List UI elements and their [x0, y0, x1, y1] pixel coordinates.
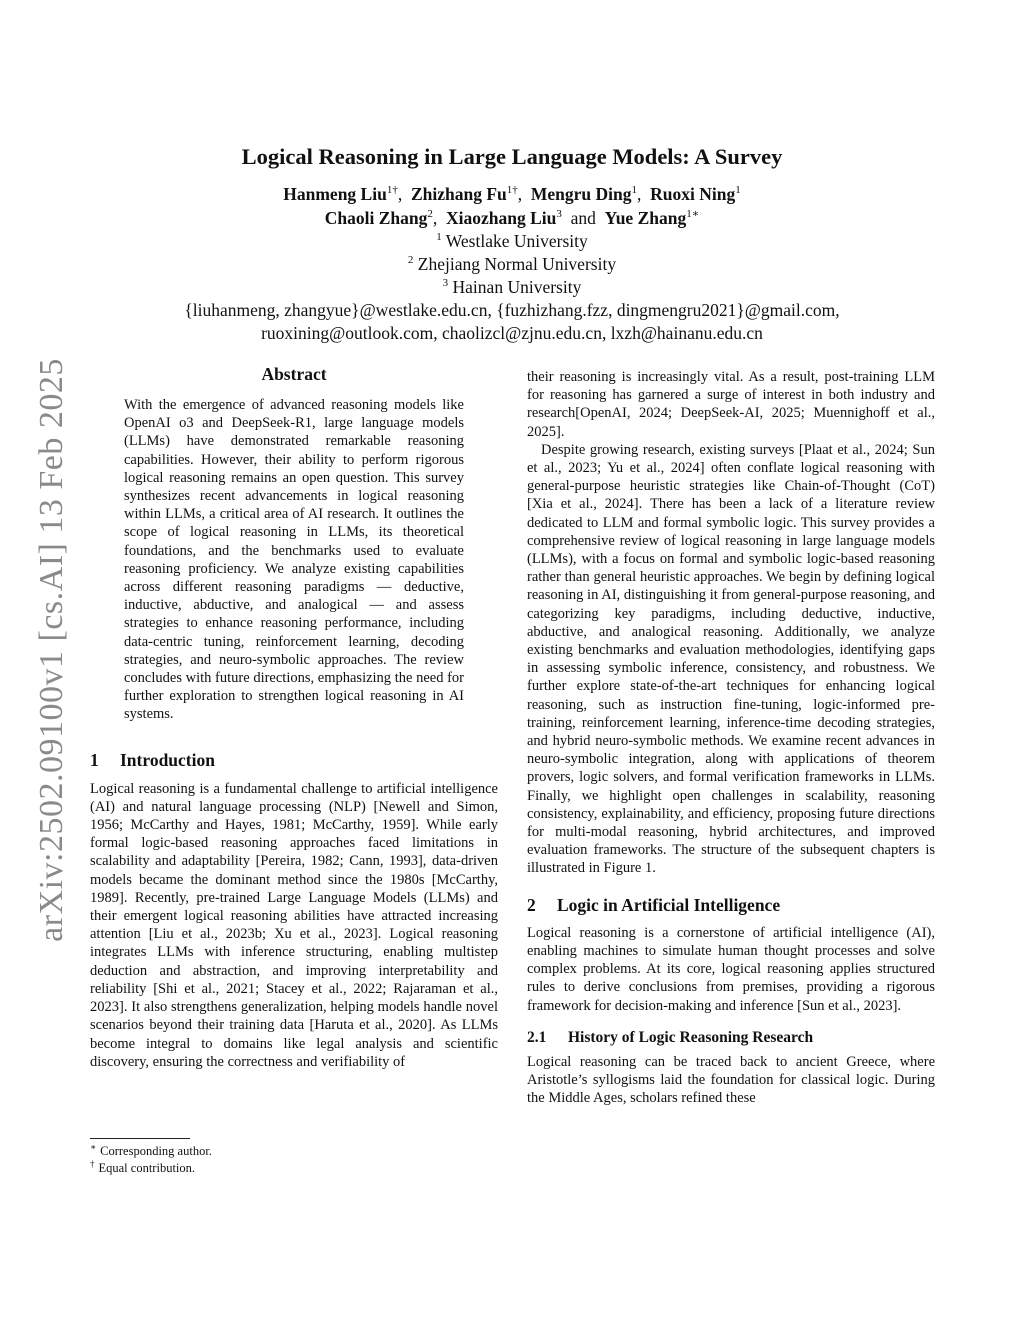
affiliation-mark: 2 — [407, 254, 414, 266]
author-name: Mengru Ding — [530, 184, 632, 204]
email-line: {liuhanmeng, zhangyue}@westlake.edu.cn, {fuzhizhang.fzz, dingmengru2021}@gmail.com, — [184, 300, 840, 320]
section-number: 2 — [527, 894, 536, 915]
email-line: ruoxining@outlook.com, chaolizcl@zjnu.edu.cn, lxzh@hainanu.edu.cn — [261, 323, 763, 343]
affiliation-name: Hainan University — [452, 277, 582, 297]
introduction-paragraph: Logical reasoning is a fundamental challenge to artificial intelligence (AI) and natural language processing (NLP) [Newell and Simon, 1956; McCarthy and Hayes, 1981; McCarthy, 1959]. While early formal logic-based reasoning approaches faced limitations in scalability and adaptability [Pereira, 1982; Cann, 1993], data-driven models became the dominant method since the 1980s [McCarthy, 1989]. Recently, pre-trained Large Language Models (LLMs) and their emergent logical reasoning abilities have attracted increasing attention [Liu et al., 2023b; Xu et al., 2023]. Logical reasoning integrates LLMs with inference structuring, enabling multistep deduction and abstraction, and improving interpretability and reliability [Shi et al., 2021; Stacey et al., 2022; Rajaraman et al., 2023]. It also strengthens generalization, helping models handle novel scenarios beyond their training data [Haruta et al., 2020]. As LLMs become integral to domains like legal analysis and scientific discovery, ensuring the correctness and verifiability of — [90, 780, 498, 1070]
footnote-mark: † — [90, 1159, 95, 1169]
author-name: Yue Zhang — [604, 208, 687, 228]
affiliation-name: Westlake University — [445, 231, 588, 251]
author-name: Ruoxi Ning — [650, 184, 736, 204]
author-sup: 1 — [735, 184, 741, 196]
footnote-mark: ∗ — [90, 1142, 97, 1152]
author-sup: 1 — [631, 184, 638, 196]
abstract-heading: Abstract — [261, 364, 327, 384]
author-sup: 2 — [427, 208, 433, 220]
affiliation-mark: 1 — [436, 231, 442, 243]
author-sup: 3 — [556, 208, 562, 220]
paper-title: Logical Reasoning in Large Language Models: A Survey — [241, 144, 783, 169]
section-title: Logic in Artificial Intelligence — [557, 894, 781, 915]
left-column — [90, 364, 498, 1071]
author-sup: 1† — [506, 184, 518, 196]
author-sup: 1∗ — [686, 208, 700, 220]
author-name: Hanmeng Liu — [283, 184, 387, 204]
author-name: Chaoli Zhang — [324, 208, 428, 228]
author-name: Xiaozhang Liu — [446, 208, 557, 228]
footnotes — [90, 1143, 498, 1177]
author-block — [0, 182, 1024, 345]
subsection-heading-history — [527, 1029, 935, 1047]
logic-in-ai-paragraph: Logical reasoning is a cornerstone of artificial intelligence (AI), enabling machines to simulate human thought processes and solve complex problems. At its core, logical reasoning applies structured rules to derive conclusions from premises, providing a rigorous framework for decision-making and inference [Sun et al., 2023]. — [527, 924, 935, 1014]
footnote-divider — [90, 1138, 190, 1139]
subsection-number: 2.1 — [527, 1028, 547, 1046]
author-line-1: Hanmeng Liu$^{1\dagger}$, Zhizhang $Fu^{1\dagger}$, Mengru Ding$^1$, Ruoxi Ning$^1$ — [283, 184, 741, 204]
affiliation — [0, 230, 1024, 253]
section-heading-introduction — [90, 750, 498, 771]
arxiv-identifier-stamp[interactable]: arXiv:2502.09100v1 [cs.AI] 13 Feb 2025 — [33, 358, 70, 942]
footnote-equal — [90, 1160, 498, 1177]
affiliation-mark: 3 — [442, 277, 449, 289]
author-line-2: Chaoli Zhang$^2$, Xiaozhang Liu$^3$ and Yue Zhang$^{1∗}$ — [324, 208, 700, 228]
section-title: Introduction — [120, 749, 215, 770]
introduction-paragraph-2: Despite growing research, existing surveys [Plaat et al., 2024; Sun et al., 2023; Yu et al., 2024] often conflate logical reasoning with general-purpose heuristic strategies like Chain-of-Thought (CoT) [Xia et al., 2024]. There has been a lack of a literature review dedicated to LLM and formal symbolic logic. This survey provides a comprehensive review of logical reasoning in large language models (LLMs), with a focus on formal and symbolic logic-based reasoning rather than general heuristic approaches. We begin by defining logical reasoning in AI, distinguishing it from general-purpose reasoning, and categorizing key paradigms, including deductive, inductive, abductive, and analogical reasoning. Additionally, we analyze existing benchmarks and evaluation methodologies, identifying gaps in assessing symbolic inference, consistency, and robustness. We further explore state-of-the-art techniques for enhancing logical reasoning, such as instruction fine-tuning, logic-informed pre-training, reinforcement learning, inference-time decoding strategies, and hybrid neuro-symbolic methods. We examine recent advances in neuro-symbolic integration, along with applications of theorem provers, logic solvers, and formal verification frameworks in LLMs. Finally, we highlight open challenges in scalability, reasoning consistency, explainability, and efficiency, proposing future directions for multi-modal reasoning, hybrid architectures, and improved evaluation frameworks. The structure of the subsequent chapters is illustrated in Figure 1. — [527, 441, 935, 877]
right-column — [527, 368, 935, 1107]
footnote-text: Equal contribution. — [98, 1161, 196, 1175]
affiliation — [0, 276, 1024, 299]
section-heading-logic-in-ai — [527, 895, 935, 916]
author-name: Zhizhang Fu — [410, 184, 507, 204]
affiliation — [0, 253, 1024, 276]
history-paragraph: Logical reasoning can be traced back to ancient Greece, where Aristotle’s syllogisms laid the foundation for classical logic. During the Middle Ages, scholars refined these — [527, 1053, 935, 1107]
subsection-title: History of Logic Reasoning Research — [568, 1028, 814, 1046]
author-connector: and — [570, 208, 596, 228]
author-sup: 1† — [386, 184, 398, 196]
abstract-text: With the emergence of advanced reasoning models like OpenAI o3 and DeepSeek-R1, large language models (LLMs) have demonstrated remarkable reasoning capabilities. However, their ability to perform rigorous logical reasoning remains an open question. This survey synthesizes recent advancements in logical reasoning within LLMs, a critical area of AI research. It outlines the scope of logical reasoning in LLMs, its theoretical foundations, and the benchmarks used to evaluate reasoning proficiency. We analyze existing capabilities across different reasoning paradigms — deductive, inductive, abductive, and analogical — and assess strategies to enhance reasoning performance, including data-centric tuning, reinforcement learning, decoding strategies, and neuro-symbolic approaches. The review concludes with future directions, emphasizing the need for further exploration to strengthen logical reasoning in AI systems. — [124, 397, 464, 723]
affiliation-name: Zhejiang Normal University — [417, 254, 617, 274]
footnote-corresponding — [90, 1143, 498, 1160]
footnote-text: Corresponding author. — [100, 1144, 212, 1158]
section-number: 1 — [90, 749, 99, 770]
introduction-continuation: their reasoning is increasingly vital. As a result, post-training LLM for reasoning has garnered a surge of interest in both industry and research[OpenAI, 2024; DeepSeek-AI, 2025; Muennighoff et al., 2025]. — [527, 369, 935, 440]
